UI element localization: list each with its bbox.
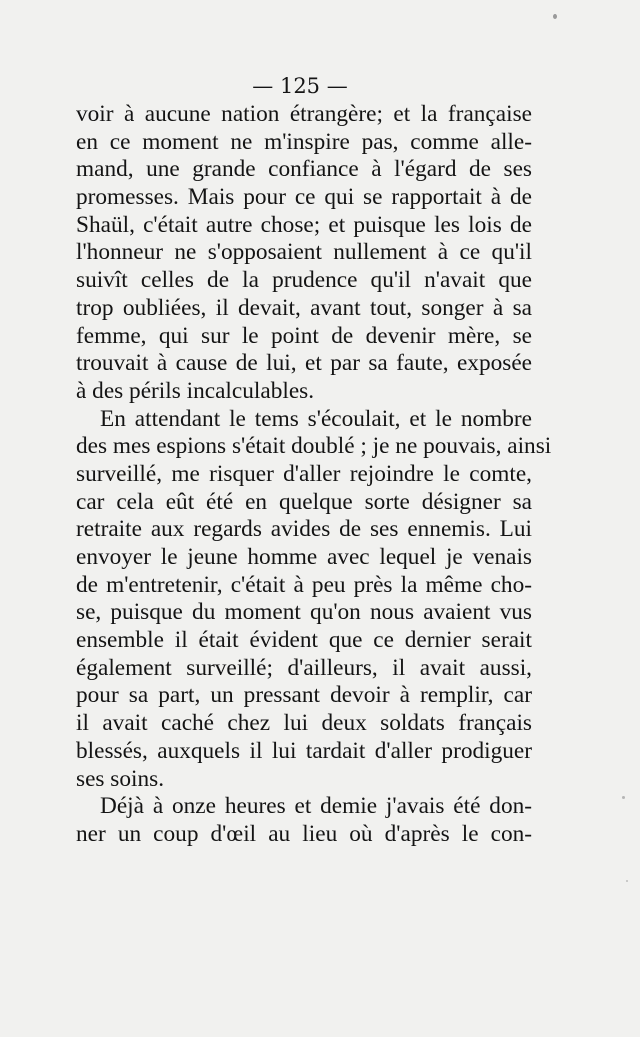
text-line: promesses. Mais pour ce qui se rapportait à de: [76, 184, 532, 211]
text-line: voir à aucune nation étrangère; et la française: [76, 101, 532, 127]
body-text: [76, 101, 552, 849]
text-line: trouvait à cause de lui, et par sa faute, exposée: [76, 350, 532, 377]
text-line: blessés, auxquels il lui tardait d'aller prodiguer: [76, 737, 532, 764]
text-line: mand, une grande confiance à l'égard de ses: [76, 156, 532, 183]
text-line: ner un coup d'œil au lieu où d'après le con-: [76, 820, 532, 847]
text-line: l'honneur ne s'opposaient nullement à ce qu'il: [76, 239, 532, 266]
text-line: en ce moment ne m'inspire pas, comme alle-: [76, 128, 532, 155]
text-line: suivît celles de la prudence qu'il n'avait que: [76, 267, 532, 294]
text-line: En attendant le tems s'écoulait, et le nombre: [100, 405, 532, 432]
text-line: Shaül, c'était autre chose; et puisque les lois de: [76, 211, 532, 238]
paper-speck: [626, 880, 628, 882]
text-line: à des périls incalculables.: [76, 377, 315, 404]
text-line: se, puisque du moment qu'on nous avaient vus: [76, 599, 532, 626]
text-line: Déjà à onze heures et demie j'avais été don-: [100, 793, 532, 820]
text-line: ensemble il était évident que ce dernier serait: [76, 627, 532, 654]
text-line: retraite aux regards avides de ses ennemis. Lui: [76, 516, 532, 543]
text-line: car cela eût été en quelque sorte désigner sa: [76, 488, 532, 515]
text-line: ses soins.: [76, 765, 165, 792]
page-number: — 125 —: [252, 74, 348, 98]
text-line: il avait caché chez lui deux soldats français: [76, 710, 532, 737]
text-line: surveillé, me risquer d'aller rejoindre le comte,: [76, 460, 532, 487]
text-line: trop oubliées, il devait, avant tout, songer à sa: [76, 294, 532, 321]
text-line: de m'entretenir, c'était à peu près la même cho-: [76, 571, 532, 598]
text-line: des mes espions s'était doublé ; je ne pouvais, ainsi: [76, 433, 552, 460]
text-line: envoyer le jeune homme avec lequel je venais: [76, 544, 532, 570]
paper-speck: [553, 14, 557, 19]
text-line: femme, qui sur le point de devenir mère, se: [76, 322, 532, 349]
paper-speck: [622, 796, 625, 799]
text-line: également surveillé; d'ailleurs, il avait aussi,: [76, 654, 532, 681]
text-line: pour sa part, un pressant devoir à remplir, car: [76, 682, 532, 709]
